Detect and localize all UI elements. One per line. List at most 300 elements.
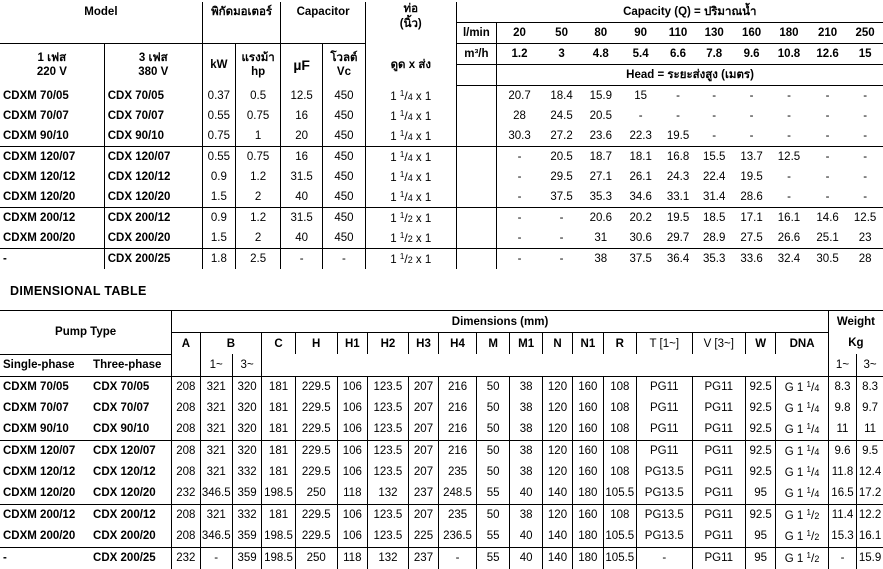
head-value: 15.5	[695, 147, 733, 168]
head-value: -	[863, 191, 868, 203]
dimension-value: 50	[476, 462, 510, 483]
dimension-value: 123.5	[368, 526, 409, 548]
fraction-denominator: 4	[407, 193, 413, 203]
head-value: 30.6	[629, 232, 652, 244]
fraction: $^1$/4	[806, 486, 820, 500]
fraction: $^1$/4	[806, 465, 820, 479]
dimension-value: 55	[476, 526, 510, 548]
head-value: 15	[634, 90, 648, 102]
head-value: -	[808, 147, 847, 168]
dimension-column-header: H	[295, 333, 337, 355]
model-3-phase: CDX 70/07	[104, 106, 202, 126]
pipe-discharge: x 1	[415, 213, 432, 225]
head-value: -	[517, 232, 522, 244]
dimension-value: 123.5	[368, 440, 409, 462]
dimension-value: 160	[573, 419, 603, 441]
dimension-value: 118	[337, 547, 367, 569]
head-value: 31	[594, 232, 608, 244]
dimension-value: 359	[232, 526, 261, 548]
header-a-blank	[172, 354, 200, 376]
fraction-numerator: 1	[399, 109, 405, 118]
pipe-whole: 1	[390, 152, 397, 164]
dimension-value: 346.5	[200, 526, 232, 548]
dimension-value: 120	[542, 462, 572, 483]
dimension-column-header: DNA	[776, 333, 829, 355]
spacer-cell	[456, 147, 496, 168]
fraction: $^1$/4	[399, 129, 413, 143]
motor-kw: 1.5	[202, 187, 235, 208]
head-value: -	[638, 110, 643, 122]
dimension-value: 320	[232, 440, 261, 462]
lmin-value: 130	[695, 23, 733, 44]
head-value: 18.1	[620, 147, 660, 168]
pipe-whole: 1	[390, 192, 397, 204]
motor-kw: 0.37	[202, 86, 235, 107]
dimension-value: 346.5	[200, 483, 232, 505]
head-value: -	[787, 171, 791, 183]
dimension-value: 208	[172, 462, 200, 483]
header-three-phase: Three-phase	[90, 354, 172, 376]
head-value: -	[825, 110, 830, 122]
dimension-value: 95	[745, 526, 775, 548]
spacer-cell	[456, 187, 496, 208]
dimension-value: 123.5	[368, 376, 409, 398]
three-phase-model: CDX 120/20	[93, 487, 156, 499]
pipe-discharge: x 1	[415, 131, 432, 143]
fraction: $^1$/4	[399, 109, 413, 123]
dimension-value: PG11	[692, 483, 745, 505]
head-value: -	[712, 90, 717, 102]
model-3-phase: CDX 70/05	[104, 86, 202, 107]
header-lmin-empty	[456, 2, 496, 23]
pipe-whole: 1	[390, 90, 397, 103]
m3h-value: 10.8	[770, 44, 808, 65]
pipe-whole: 1	[390, 131, 397, 143]
dimension-value: 38	[510, 440, 542, 462]
head-value: -	[863, 171, 868, 183]
three-phase-model: CDX 200/25	[90, 547, 172, 569]
dimension-value: 38	[510, 504, 542, 526]
pipe-whole: G 1	[784, 531, 804, 543]
header-lmin: l/min	[456, 23, 496, 44]
dimension-value: PG11	[637, 419, 693, 441]
pipe-discharge: x 1	[415, 192, 432, 204]
dimension-value: 92.5	[745, 376, 775, 398]
model-1-phase: CDXM 200/12	[0, 208, 104, 229]
header-pipe: ท่อ (นิ้ว)	[365, 2, 456, 44]
dimension-value: 332	[232, 462, 261, 483]
dimension-value: PG11	[692, 504, 745, 526]
dimension-column-header: H1	[337, 333, 367, 355]
header-motor-under	[202, 23, 280, 44]
head-value: -	[749, 90, 754, 102]
fraction-denominator: 4	[814, 489, 820, 499]
performance-row	[0, 126, 883, 147]
dimension-value: 232	[172, 483, 200, 505]
header-b-3ph: 3~	[232, 354, 261, 376]
dimension-value: 235	[439, 504, 477, 526]
dimension-value: 140	[542, 526, 572, 548]
fraction-numerator: 1	[806, 401, 811, 410]
dimension-value: 108	[603, 376, 637, 398]
dimension-value: 123.5	[368, 398, 409, 419]
dimension-value: 160	[573, 504, 603, 526]
head-value: -	[825, 130, 830, 142]
fraction-denominator: 4	[814, 425, 820, 435]
fraction-denominator: 2	[407, 234, 413, 244]
head-value: 18.4	[550, 90, 573, 102]
header-weight: Weight	[828, 311, 883, 333]
m3h-value: 12.6	[808, 44, 847, 65]
dimension-value: 237	[408, 483, 438, 505]
three-phase-model: CDX 70/05	[93, 381, 150, 393]
weight-3-phase: 17.2	[857, 483, 883, 505]
pipe-discharge: x 1	[415, 152, 432, 164]
dimension-value: 225	[408, 526, 438, 548]
dimension-column-header: A	[172, 333, 200, 355]
dimension-value: 321	[200, 440, 232, 462]
dimension-value: 50	[476, 376, 510, 398]
capacitor-vc: 450	[322, 147, 365, 168]
head-value: 20.6	[581, 208, 620, 229]
motor-kw: 0.75	[202, 126, 235, 147]
three-phase-model: CDX 120/12	[93, 466, 156, 478]
dimension-value: PG11	[692, 526, 745, 548]
header-motor-rating: พิกัดมอเตอร์	[202, 2, 280, 23]
dimension-value: 229.5	[295, 398, 337, 419]
head-value: -	[787, 191, 791, 203]
model-1-phase: CDXM 120/07	[0, 147, 104, 168]
head-value: 12.5	[770, 147, 808, 168]
head-value: 20.7	[508, 90, 531, 102]
fraction-numerator: 1	[806, 529, 811, 538]
fraction: $^1$/2	[806, 529, 820, 543]
performance-row	[0, 249, 883, 270]
single-phase-model: CDXM 120/20	[3, 487, 76, 499]
dimension-value: 321	[200, 376, 232, 398]
dimension-value: 92.5	[745, 440, 775, 462]
motor-kw: 1.8	[202, 249, 235, 270]
dimension-column-header: M	[476, 333, 510, 355]
capacitor-uf: 16	[281, 106, 323, 126]
dimension-value: 108	[603, 462, 637, 483]
dimension-value: 359	[232, 547, 261, 569]
head-value: 19.5	[666, 130, 690, 142]
dna-connection	[776, 440, 829, 462]
header-pump-type: Pump Type	[0, 311, 172, 355]
head-value: -	[517, 171, 522, 183]
head-value: 35.3	[589, 191, 612, 203]
header-head: Head = ระยะส่งสูง (เมตร)	[497, 65, 883, 86]
head-value: -	[559, 232, 564, 244]
dimension-value: 132	[368, 547, 409, 569]
m3h-value: 4.8	[581, 44, 620, 65]
head-value: -	[825, 171, 830, 183]
model-1-phase: CDXM 70/05	[0, 86, 104, 107]
capacitor-uf: -	[281, 249, 323, 270]
dimension-value: 216	[439, 440, 477, 462]
dimension-value: -	[200, 547, 232, 569]
dimension-value: 92.5	[745, 419, 775, 441]
dimension-value: 232	[172, 547, 200, 569]
m3h-value: 9.6	[733, 44, 770, 65]
dimension-value: 92.5	[745, 504, 775, 526]
head-value: 20.5	[542, 147, 581, 168]
three-phase-model: CDX 120/07	[90, 440, 172, 462]
dimension-value: 106	[337, 526, 367, 548]
three-phase-model: CDX 90/10	[93, 423, 150, 435]
head-value: -	[497, 208, 542, 229]
dimension-value: 198.5	[262, 483, 296, 505]
lmin-value: 110	[661, 23, 695, 44]
header-capacitor: Capacitor	[281, 2, 366, 23]
head-value: -	[787, 130, 791, 142]
dimensional-table-title: DIMENSIONAL TABLE	[10, 284, 147, 298]
dimension-column-header: V [3~]	[692, 333, 745, 355]
head-value: 16.8	[661, 147, 695, 168]
performance-row	[0, 147, 883, 168]
head-value: -	[847, 147, 883, 168]
head-value: -	[787, 90, 791, 102]
capacitor-uf: 40	[281, 228, 323, 249]
pipe-whole: G 1	[784, 446, 804, 458]
head-value: 36.4	[661, 249, 695, 270]
performance-table	[0, 2, 883, 269]
dimension-value: 321	[200, 419, 232, 441]
dimension-value: 181	[262, 504, 296, 526]
dimension-column-header: B	[200, 333, 262, 355]
dimension-value: 181	[262, 398, 296, 419]
dimension-value: 92.5	[745, 462, 775, 483]
dimension-value: PG11	[692, 419, 745, 441]
header-b-1ph: 1~	[200, 354, 232, 376]
dimension-value: -	[439, 547, 477, 569]
dimension-value: PG11	[692, 398, 745, 419]
capacitor-uf: 16	[281, 147, 323, 168]
dimension-value: 92.5	[745, 398, 775, 419]
fraction-numerator: 1	[806, 422, 811, 431]
performance-row	[0, 228, 883, 249]
dimension-value: PG13.5	[637, 504, 693, 526]
dimension-value: 207	[408, 504, 438, 526]
dimension-value: 55	[476, 547, 510, 569]
head-value: 16.1	[770, 208, 808, 229]
motor-hp: 2	[235, 228, 280, 249]
dimension-value: PG11	[637, 440, 693, 462]
dimension-value: 229.5	[295, 376, 337, 398]
dimension-column-header: W	[745, 333, 775, 355]
header-capacitor-under	[281, 23, 366, 44]
pipe-whole: 1	[390, 213, 397, 225]
weight-3-phase: 11	[857, 419, 883, 441]
m3h-value: 15	[847, 44, 883, 65]
head-value: -	[863, 130, 868, 142]
head-value: 25.1	[816, 232, 839, 244]
motor-hp: 1.2	[235, 167, 280, 187]
head-value: -	[517, 191, 522, 203]
dimension-value: 181	[262, 376, 296, 398]
dimension-row	[0, 526, 883, 548]
head-value: -	[542, 249, 581, 270]
head-value: 18.5	[695, 208, 733, 229]
three-phase-model: CDX 200/20	[93, 530, 156, 542]
head-value: -	[863, 110, 868, 122]
dimension-value: 208	[172, 526, 200, 548]
performance-row	[0, 187, 883, 208]
fraction-numerator: 1	[806, 444, 811, 453]
single-phase-model: CDXM 90/10	[3, 423, 69, 435]
head-value: -	[863, 90, 868, 102]
dimension-value: 108	[603, 440, 637, 462]
dimension-row	[0, 398, 883, 419]
fraction-denominator: 2	[814, 532, 820, 542]
fraction-denominator: 4	[814, 468, 820, 478]
fraction-denominator: 4	[407, 173, 413, 183]
dimension-value: 207	[408, 462, 438, 483]
dimension-row	[0, 376, 883, 398]
dimension-value: 50	[476, 398, 510, 419]
dimension-value: 207	[408, 398, 438, 419]
spacer-cell	[456, 249, 496, 270]
fraction-denominator: 4	[814, 404, 820, 414]
weight-1-phase: 15.3	[828, 526, 856, 548]
dimension-value: 105.5	[603, 547, 637, 569]
pipe-whole: G 1	[784, 382, 804, 394]
weight-1-phase: 16.5	[828, 483, 856, 505]
dna-connection	[776, 526, 829, 548]
fraction: $^1$/4	[806, 444, 820, 458]
dimension-value: 181	[262, 419, 296, 441]
dimension-value: PG13.5	[637, 526, 693, 548]
header-capacity: Capacity (Q) = ปริมาณน้ำ	[497, 2, 883, 23]
dimension-column-header: H3	[408, 333, 438, 355]
head-value: 28	[513, 110, 526, 122]
head-value: -	[825, 191, 830, 203]
dimension-value: 120	[542, 440, 572, 462]
head-value: 29.5	[550, 171, 573, 183]
m3h-value: 3	[542, 44, 581, 65]
dimension-value: 229.5	[295, 419, 337, 441]
dimension-value: 118	[337, 483, 367, 505]
head-value: 37.5	[620, 249, 660, 270]
pipe-size	[365, 208, 456, 229]
pipe-whole: G 1	[784, 424, 804, 436]
three-phase-model: CDX 70/07	[93, 402, 150, 414]
capacitor-uf: 12.5	[281, 86, 323, 107]
header-dimensions: Dimensions (mm)	[172, 311, 829, 333]
head-value: 27.1	[589, 171, 612, 183]
pipe-size	[365, 86, 456, 107]
dimension-value: 160	[573, 398, 603, 419]
pipe-discharge: x 1	[415, 111, 432, 123]
dimension-value: 207	[408, 376, 438, 398]
model-3-phase: CDX 120/20	[104, 187, 202, 208]
lmin-value: 250	[847, 23, 883, 44]
capacitor-vc: 450	[322, 126, 365, 147]
dimension-value: 208	[172, 376, 200, 398]
weight-1-phase: 11	[828, 419, 856, 441]
fraction-numerator: 1	[806, 508, 811, 517]
header-head-left	[456, 65, 496, 86]
dimension-value: 38	[510, 419, 542, 441]
header-weight-3ph: 3~	[857, 354, 883, 376]
head-value: 27.2	[550, 130, 573, 142]
capacitor-uf: 31.5	[281, 167, 323, 187]
head-value: 26.6	[777, 232, 801, 244]
motor-hp: 2.5	[235, 249, 280, 270]
head-value: 37.5	[550, 191, 573, 203]
dimension-value: 250	[295, 483, 337, 505]
header-vc: โวลต์ Vc	[322, 44, 365, 86]
dimension-value: PG11	[692, 462, 745, 483]
fraction: $^1$/2	[399, 231, 413, 245]
model-1-phase: CDXM 90/10	[0, 126, 104, 147]
head-value: 12.5	[847, 208, 883, 229]
fraction-numerator: 1	[399, 252, 405, 261]
head-value: 27.5	[740, 232, 763, 244]
dimension-column-header: M1	[510, 333, 542, 355]
weight-3-phase: 12.2	[857, 504, 883, 526]
motor-kw: 0.55	[202, 147, 235, 168]
dna-connection	[776, 483, 829, 505]
dimension-value: 198.5	[262, 526, 296, 548]
dimension-value: 208	[172, 440, 200, 462]
head-value: 22.4	[703, 171, 726, 183]
three-phase-model: CDX 200/12	[90, 504, 172, 526]
lmin-value: 50	[542, 23, 581, 44]
head-value: -	[749, 110, 754, 122]
dimension-value: 106	[337, 398, 367, 419]
dimension-value: 359	[232, 483, 261, 505]
dna-connection	[776, 547, 829, 569]
dimension-row	[0, 547, 883, 569]
dimension-value: PG11	[692, 376, 745, 398]
head-value: 20.5	[589, 110, 612, 122]
model-1-phase: CDXM 200/20	[0, 228, 104, 249]
dna-connection	[776, 376, 829, 398]
dimension-value: 40	[510, 483, 542, 505]
dna-connection	[776, 419, 829, 441]
pipe-size	[365, 187, 456, 208]
dimension-value: 123.5	[368, 462, 409, 483]
dimension-value: 198.5	[262, 547, 296, 569]
model-1-phase: CDXM 120/12	[0, 167, 104, 187]
fraction-numerator: 1	[399, 170, 405, 179]
single-phase-model: CDXM 70/07	[3, 402, 69, 414]
single-phase-model: CDXM 120/12	[3, 466, 76, 478]
header-suction-discharge: ดูด x ส่ง	[365, 44, 456, 86]
dimension-value: 332	[232, 504, 261, 526]
pipe-size	[365, 147, 456, 168]
model-3-phase: CDX 120/07	[104, 147, 202, 168]
dimension-row	[0, 483, 883, 505]
dna-connection	[776, 504, 829, 526]
dimension-row	[0, 504, 883, 526]
motor-hp: 0.75	[235, 147, 280, 168]
spacer-cell	[456, 126, 496, 147]
performance-row	[0, 167, 883, 187]
head-value: -	[712, 110, 717, 122]
head-value: 18.7	[581, 147, 620, 168]
dimension-value: 229.5	[295, 462, 337, 483]
weight-3-phase: 9.7	[857, 398, 883, 419]
dimension-value: 108	[603, 504, 637, 526]
weight-3-phase: 8.3	[857, 376, 883, 398]
lmin-value: 90	[620, 23, 660, 44]
fraction-denominator: 2	[407, 214, 413, 224]
dimension-value: 320	[232, 398, 261, 419]
weight-1-phase: 11.4	[828, 504, 856, 526]
